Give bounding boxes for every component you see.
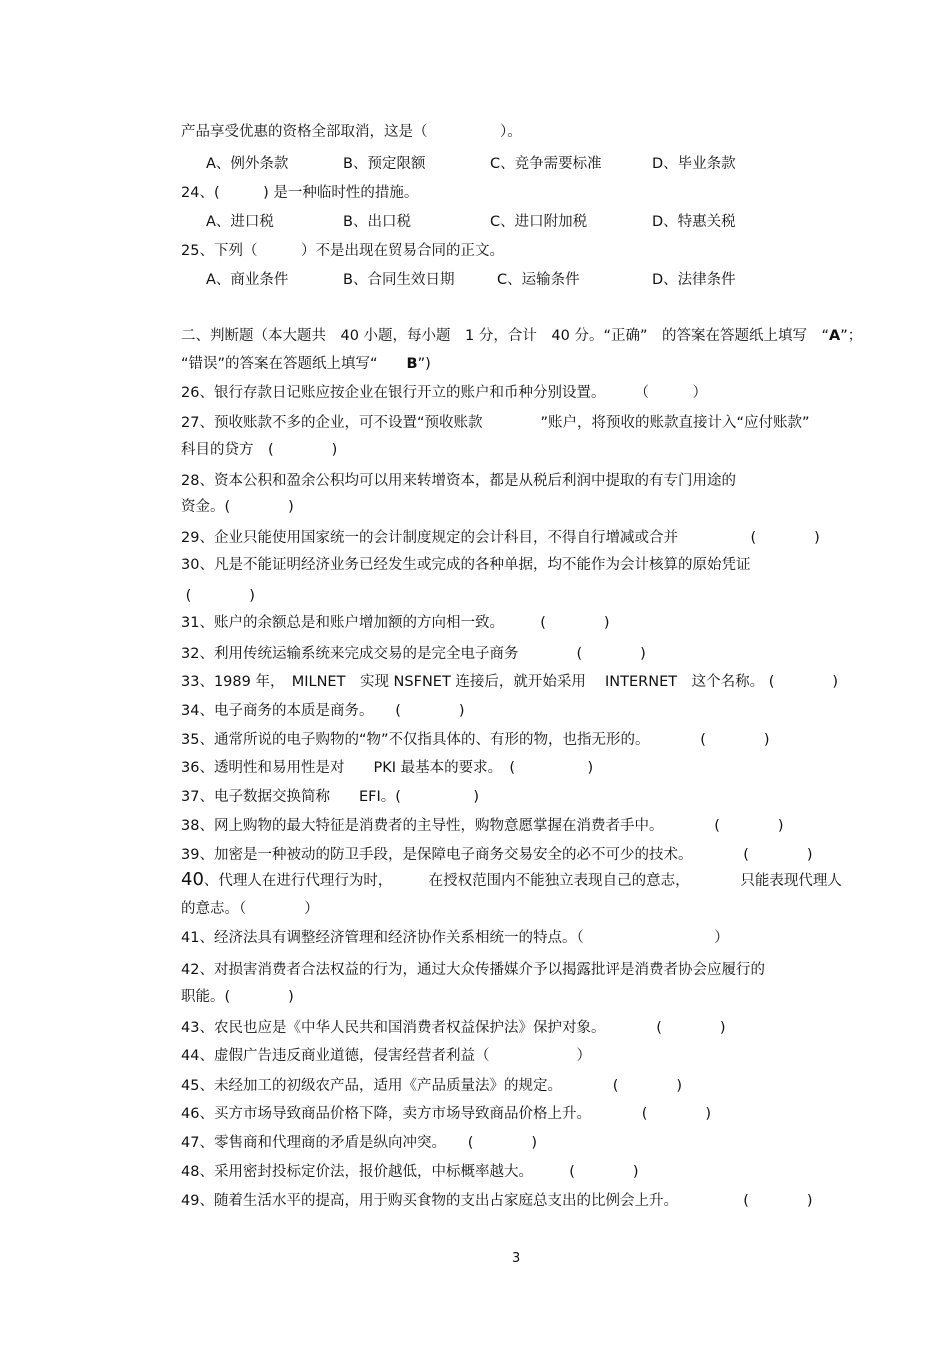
option-c: C、竞争需要标准: [490, 156, 602, 172]
question-34: 34、电子商务的本质是商务。 ( ): [181, 703, 465, 719]
section-2-heading: [181, 327, 862, 345]
question-32: 32、利用传统运输系统来完成交易的是完全电子商务 ( ): [181, 646, 646, 662]
section-2-text-end: ”): [417, 356, 431, 372]
question-49: 49、随着生活水平的提高，用于购买食物的支出占家庭总支出的比例会上升。 ( ): [181, 1193, 813, 1209]
option-b: B、出口税: [343, 214, 411, 230]
option-c: C、运输条件: [497, 272, 580, 288]
question-39: 39、加密是一种被动的防卫手段，是保障电子商务交易安全的必不可少的技术。 ( ): [181, 847, 813, 863]
option-b: B、合同生效日期: [343, 272, 455, 288]
answer-b-mark: B: [406, 356, 418, 372]
question-26: 26、银行存款日记账应按企业在银行开立的账户和币种分别设置。 （ ）: [181, 385, 707, 401]
question-40: [181, 871, 842, 890]
question-47: 47、零售商和代理商的矛盾是纵向冲突。 ( ): [181, 1135, 538, 1151]
section-2-heading-line2: [181, 355, 431, 373]
option-d: D、特惠关税: [652, 214, 736, 230]
option-d: D、毕业条款: [652, 156, 736, 172]
option-b: B、预定限额: [343, 156, 426, 172]
question-40-text: 、代理人在进行代理行为时， 在授权范围内不能独立表现自己的意志， 只能表现代理人: [203, 873, 842, 889]
section-2-text-end: ”；: [840, 328, 863, 344]
question-27: 27、预收账款不多的企业，可不设置“预收账款 ”账户，将预收的账款直接计入“应付账款”: [181, 415, 810, 431]
section-2-text: 二、判断题（本大题共 40 小题，每小题 1 分，合计 40 分。“正确” 的答案在答题纸上填写 “: [181, 328, 829, 344]
question-43: 43、农民也应是《中华人民共和国消费者权益保护法》保护对象。 ( ): [181, 1020, 726, 1036]
question-30-line2: ( ): [181, 588, 255, 604]
question-45: 45、未经加工的初级农产品，适用《产品质量法》的规定。 ( ): [181, 1078, 683, 1094]
question-36: 36、透明性和易用性是对 PKI 最基本的要求。 ( ): [181, 760, 594, 776]
question-29: 29、企业只能使用国家统一的会计制度规定的会计科目，不得自行增减或合并 ( ): [181, 530, 820, 546]
option-c: C、进口附加税: [490, 214, 588, 230]
question-40-line2: 的意志。（ ）: [181, 901, 319, 917]
question-23-continuation: 产品享受优惠的资格全部取消，这是（ ）。: [181, 124, 522, 140]
question-27-line2: 科目的贷方 ( ): [181, 442, 338, 458]
question-35: 35、通常所说的电子购物的“物”不仅指具体的、有形的物，也指无形的。 ( ): [181, 732, 770, 748]
question-46: 46、买方市场导致商品价格下降，卖方市场导致商品价格上升。 ( ): [181, 1106, 712, 1122]
option-a: A、商业条件: [206, 272, 289, 288]
question-40-number: 40: [181, 869, 204, 890]
question-31: 31、账户的余额总是和账户增加额的方向相一致。 ( ): [181, 615, 610, 631]
question-28: 28、资本公积和盈余公积均可以用来转增资本，都是从税后利润中提取的有专门用途的: [181, 473, 736, 489]
question-42-line2: 职能。( ): [181, 989, 294, 1005]
question-48: 48、采用密封投标定价法，报价越低，中标概率越大。 ( ): [181, 1164, 639, 1180]
option-a: A、例外条款: [206, 156, 289, 172]
option-a: A、进口税: [206, 214, 274, 230]
question-33: 33、1989 年， MILNET 实现 NSFNET 连接后，就开始采用 INTERNET 这个名称。 ( ): [181, 674, 839, 690]
question-28-line2: 资金。( ): [181, 499, 294, 515]
question-38: 38、网上购物的最大特征是消费者的主导性，购物意愿掌握在消费者手中。 ( ): [181, 818, 784, 834]
page-number: 3: [512, 1251, 521, 1266]
question-37: 37、电子数据交换简称 EFI。( ): [181, 789, 480, 805]
question-30: 30、凡是不能证明经济业务已经发生或完成的各种单据，均不能作为会计核算的原始凭证: [181, 557, 751, 573]
question-25: 25、下列（ ）不是出现在贸易合同的正文。: [181, 243, 504, 259]
question-44: 44、虚假广告违反商业道德，侵害经营者利益（ ）: [181, 1048, 591, 1064]
section-2-text: “错误”的答案在答题纸上填写“: [181, 356, 407, 372]
answer-a-mark: A: [829, 328, 841, 344]
question-24: 24、( ) 是一种临时性的措施。: [181, 185, 419, 201]
question-41: 41、经济法具有调整经济管理和经济协作关系相统一的特点。（ ）: [181, 930, 729, 946]
question-42: 42、对损害消费者合法权益的行为，通过大众传播媒介予以揭露批评是消费者协会应履行的: [181, 962, 765, 978]
option-d: D、法律条件: [652, 272, 736, 288]
